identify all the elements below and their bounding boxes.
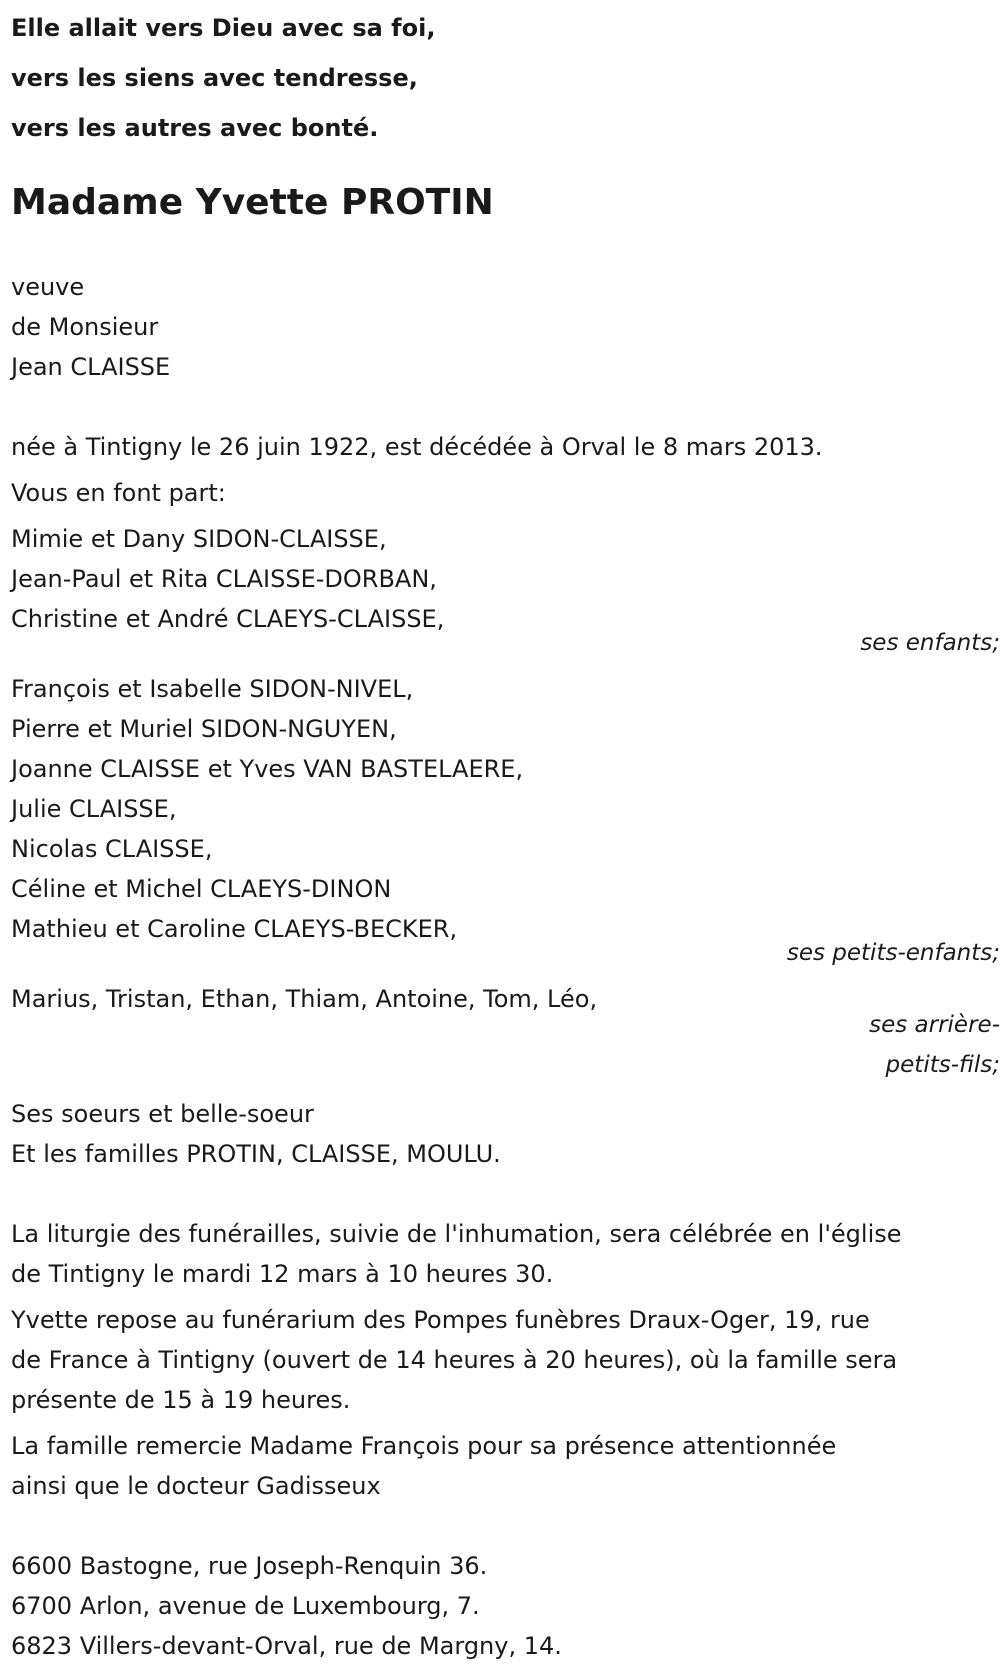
children-label: ses enfants; bbox=[860, 630, 1000, 656]
paragraph-line: de Tintigny le mardi 12 mars à 10 heures 30. bbox=[11, 1260, 554, 1288]
paragraph-line: La liturgie des funérailles, suivie de l'inhumation, sera célébrée en l'église bbox=[11, 1220, 902, 1248]
list-item: Céline et Michel CLAEYS-DINON bbox=[11, 875, 392, 903]
epitaph-verse bbox=[11, 3, 991, 153]
address-line: 6700 Arlon, avenue de Luxembourg, 7. bbox=[11, 1592, 480, 1620]
addresses-list bbox=[11, 1546, 991, 1666]
grandchildren-list bbox=[11, 669, 991, 949]
paragraph-line: de France à Tintigny (ouvert de 14 heures à 20 heures), où la famille sera bbox=[11, 1346, 898, 1374]
others-line: Ses soeurs et belle-soeur bbox=[11, 1100, 314, 1128]
list-item: Mimie et Dany SIDON-CLAISSE, bbox=[11, 525, 387, 553]
verse-line: vers les autres avec bonté. bbox=[11, 114, 379, 142]
children-list bbox=[11, 519, 991, 639]
verse-line: Elle allait vers Dieu avec sa foi, bbox=[11, 14, 436, 42]
address-line: 6823 Villers-devant-Orval, rue de Margny, 14. bbox=[11, 1632, 562, 1660]
label-line: ses arrière- bbox=[869, 1012, 1000, 1038]
widow-line: de Monsieur bbox=[11, 313, 159, 341]
list-item: Julie CLAISSE, bbox=[11, 795, 177, 823]
list-item: Jean-Paul et Rita CLAISSE-DORBAN, bbox=[11, 565, 437, 593]
label-line: petits-fils; bbox=[885, 1052, 1000, 1078]
widow-line: veuve bbox=[11, 273, 85, 301]
funeral-paragraph bbox=[11, 1214, 991, 1294]
list-item: Pierre et Muriel SIDON-NGUYEN, bbox=[11, 715, 397, 743]
list-item: Mathieu et Caroline CLAEYS-BECKER, bbox=[11, 915, 458, 943]
paragraph-line: Yvette repose au funérarium des Pompes funèbres Draux-Oger, 19, rue bbox=[11, 1306, 870, 1334]
address-line: 6600 Bastogne, rue Joseph-Renquin 36. bbox=[11, 1552, 488, 1580]
list-item: François et Isabelle SIDON-NIVEL, bbox=[11, 675, 414, 703]
rest-paragraph bbox=[11, 1300, 991, 1420]
others-line: Et les familles PROTIN, CLAISSE, MOULU. bbox=[11, 1140, 501, 1168]
widow-line: Jean CLAISSE bbox=[11, 353, 171, 381]
thanks-paragraph bbox=[11, 1426, 991, 1506]
birth-death-line: née à Tintigny le 26 juin 1922, est décédée à Orval le 8 mars 2013. bbox=[11, 433, 823, 461]
paragraph-line: ainsi que le docteur Gadisseux bbox=[11, 1472, 381, 1500]
paragraph-line: La famille remercie Madame François pour sa présence attentionnée bbox=[11, 1432, 837, 1460]
grandchildren-label: ses petits-enfants; bbox=[786, 940, 1000, 966]
list-item: Nicolas CLAISSE, bbox=[11, 835, 213, 863]
list-item: Christine et André CLAEYS-CLAISSE, bbox=[11, 605, 445, 633]
notice-body bbox=[11, 225, 1000, 1666]
deceased-name: Madame Yvette PROTIN bbox=[11, 182, 494, 223]
verse-line: vers les siens avec tendresse, bbox=[11, 64, 418, 92]
great-grandchildren-line: Marius, Tristan, Ethan, Thiam, Antoine, Tom, Léo, bbox=[11, 985, 598, 1013]
paragraph-line: présente de 15 à 19 heures. bbox=[11, 1386, 351, 1414]
announce-line: Vous en font part: bbox=[11, 479, 226, 507]
obituary-notice bbox=[11, 0, 1000, 1666]
list-item: Joanne CLAISSE et Yves VAN BASTELAERE, bbox=[11, 755, 524, 783]
